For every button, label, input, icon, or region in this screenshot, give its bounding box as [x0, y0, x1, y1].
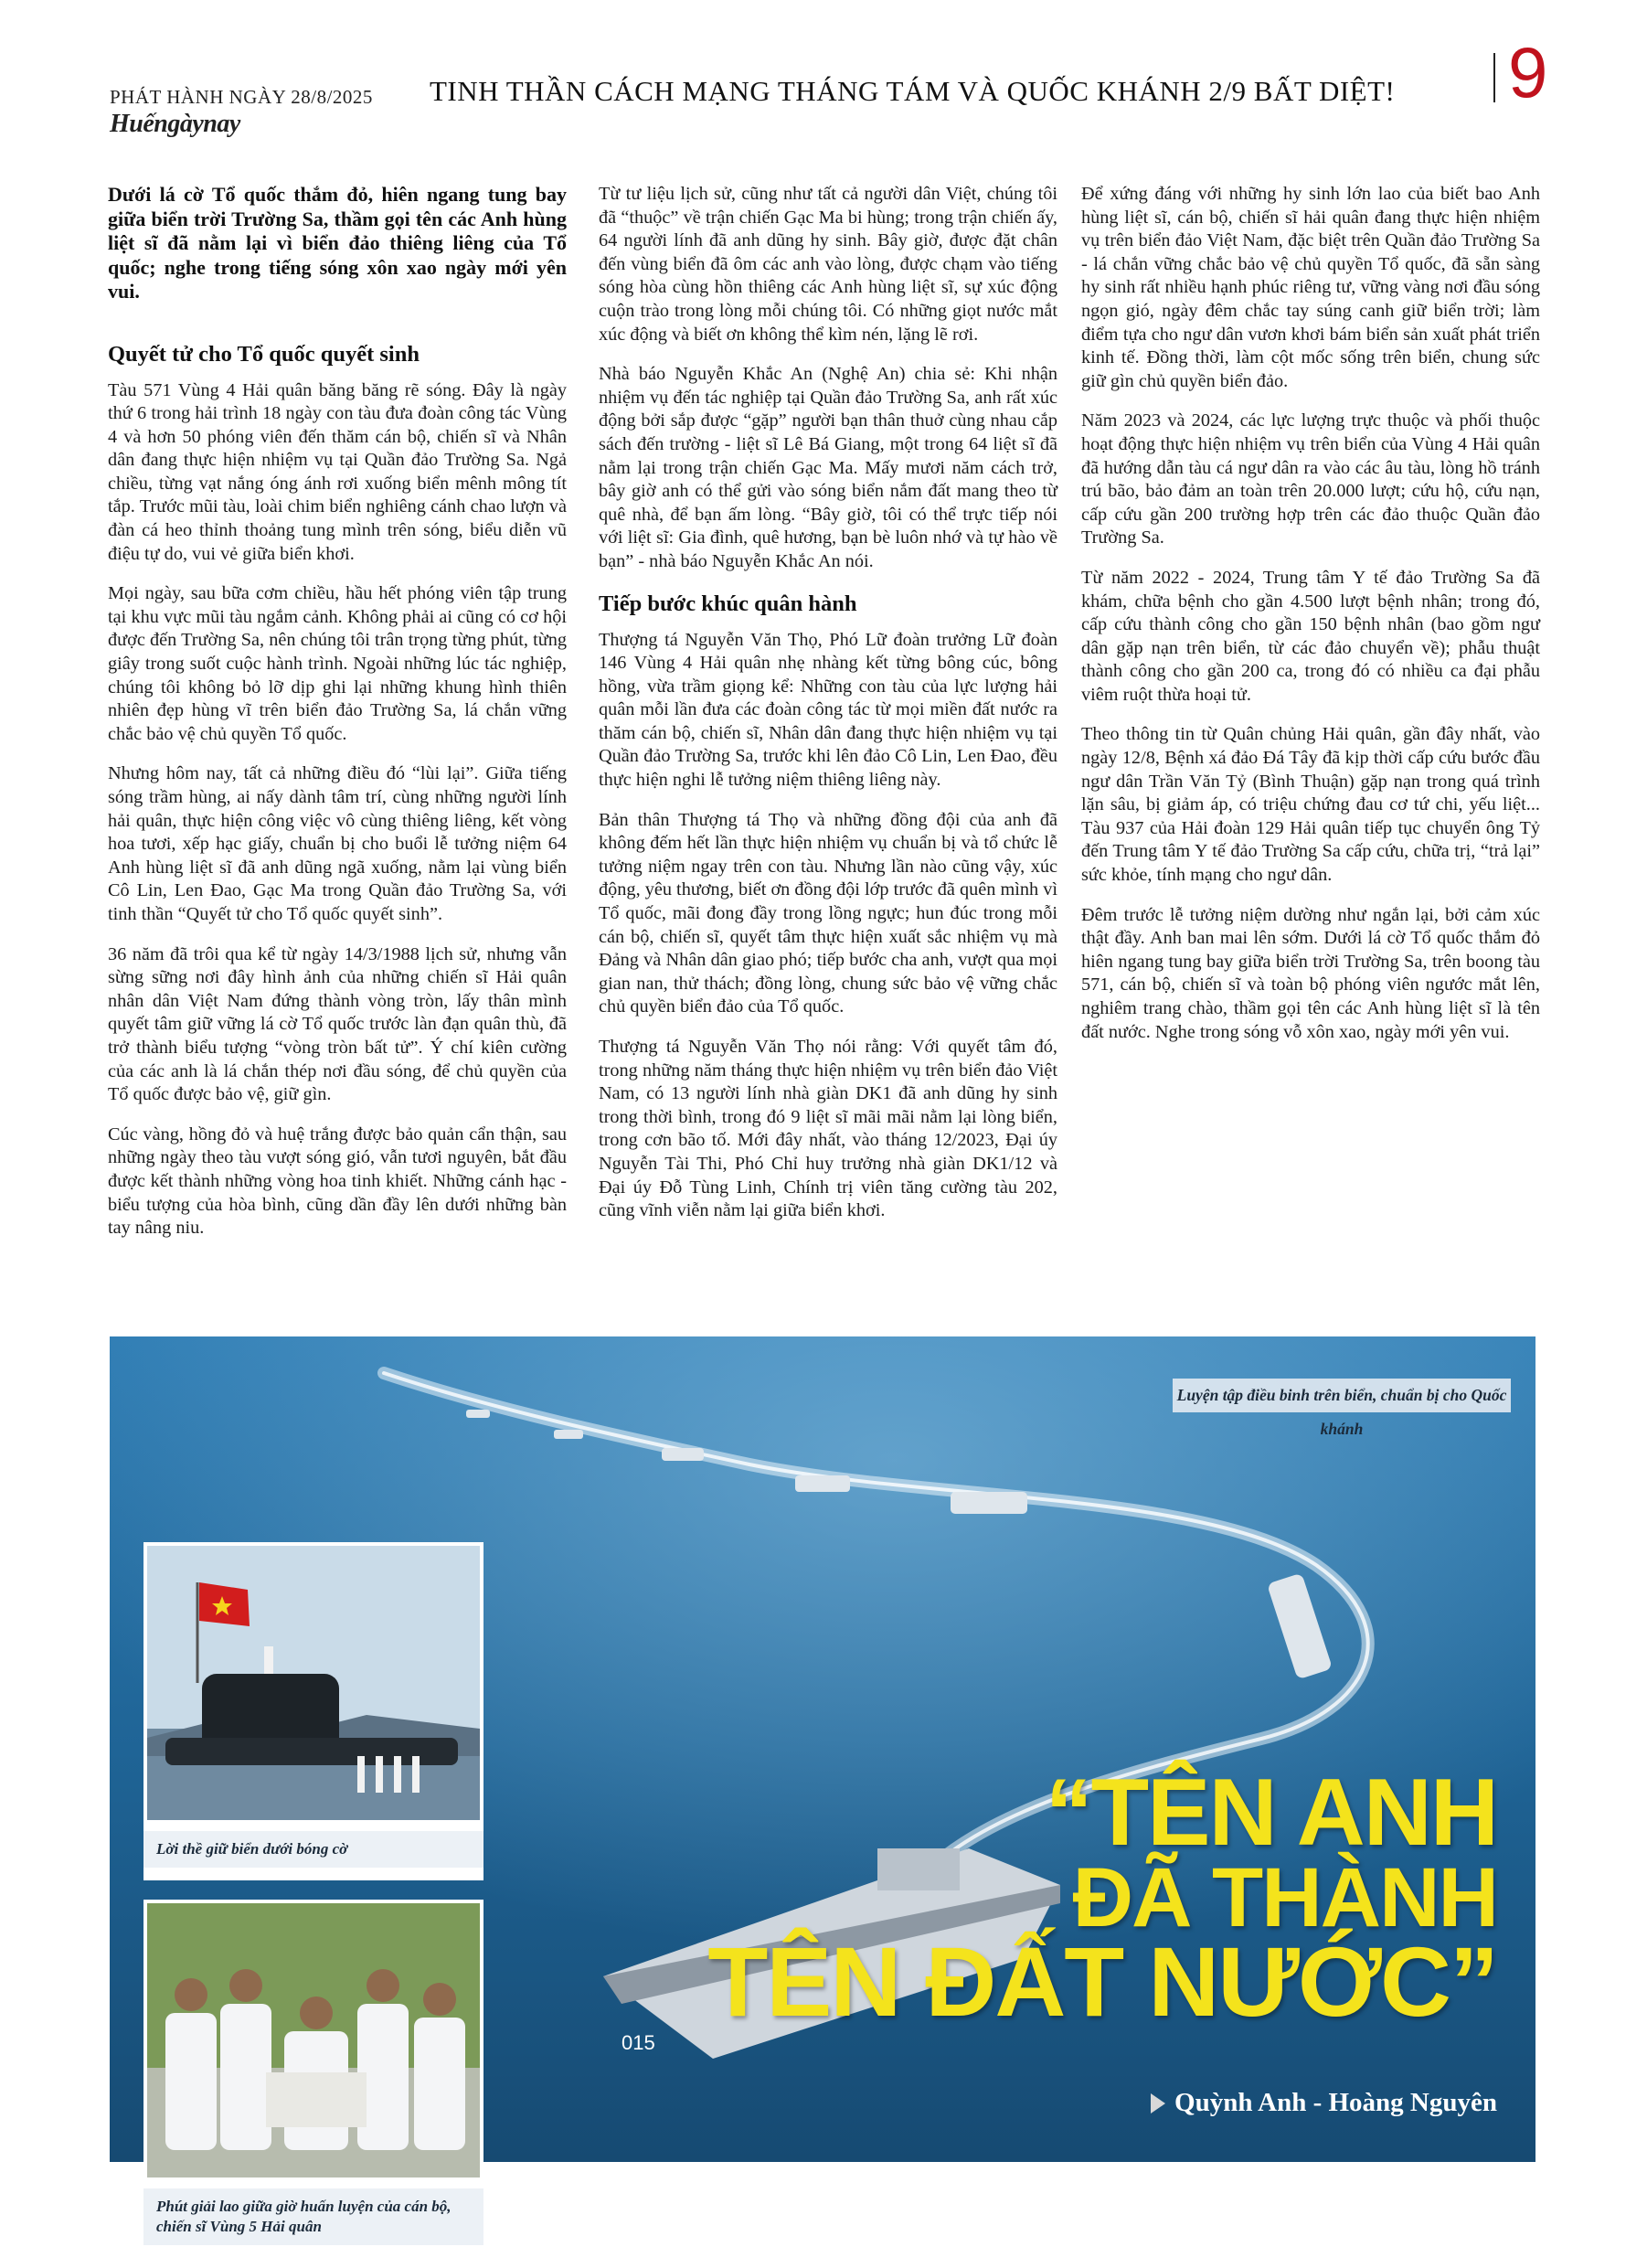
headline-line-1: “TÊN ANH: [1045, 1760, 1497, 1866]
section-title: TINH THẦN CÁCH MẠNG THÁNG TÁM VÀ QUỐC KHÁNH 2/9 BẤT DIỆT!: [430, 75, 1396, 107]
inset-photo-flag: [143, 1542, 483, 1880]
article-lead: Dưới lá cờ Tổ quốc thắm đỏ, hiên ngang tung bay giữa biển trời Trường Sa, thầm gọi tên các Anh hùng liệt sĩ đã nằm lại vì biển đảo thiêng liêng của Tổ quốc; nghe trong tiếng sóng xôn xao ngày mới yên vui.: [108, 183, 567, 303]
paragraph: Theo thông tin từ Quân chủng Hải quân, gần đây nhất, vào ngày 12/8, Bệnh xá đảo Đá Tây đã kịp thời cấp cứu bước đầu ngư dân Trần Văn Tỷ (Bình Thuận) gặp nạn trong quá trình lặn sâu, bị giảm áp, có triệu chứng đau cơ tứ chi, yếu liệt... Tàu 937 của Hải đoàn 129 Hải quân tiếp tục chuyển ông Tỷ đến Trung tâm Y tế đảo Trường Sa cấp cứu, chữa trị, “trả lại” sức khỏe, tính mạng cho ngư dân.: [1081, 724, 1540, 886]
article-column-3: [1081, 183, 1540, 1060]
inset-photo-sailors: [143, 1900, 483, 2241]
sailors-reading-illustration: [147, 1903, 480, 2177]
paragraph: Nhưng hôm nay, tất cả những điều đó “lùi lại”. Giữa tiếng sóng trầm hùng, ai nấy dành tâm trí, cùng những người lính hải quân, thực hiện công việc vô cùng thiêng liêng, kết vòng hoa tươi, xếp hạc giấy, chuẩn bị cho buổi lễ tưởng niệm 64 Anh hùng liệt sĩ đã anh dũng ngã xuống, nằm lại vùng biển Cô Lin, Len Đao, Gạc Ma trong Quần đảo Trường Sa, với tinh thần “Quyết tử cho Tổ quốc quyết sinh”.: [108, 763, 567, 924]
byline-authors: Quỳnh Anh - Hoàng Nguyên: [1174, 2088, 1497, 2117]
photo-caption-main: Luyện tập điều binh trên biển, chuẩn bị cho Quốc khánh: [1173, 1379, 1511, 1412]
publication-logo: Huếngàynay: [110, 110, 240, 138]
page-number: 9: [1508, 32, 1548, 112]
paragraph: Cúc vàng, hồng đỏ và huệ trắng được bảo quản cẩn thận, sau những ngày theo tàu vượt sóng gió, vẫn tươi nguyên, bắt đầu được kết thành những vòng hoa tinh khiết. Những cánh hạc - biểu tượng của hòa bình, cũng dần đầy lên dưới những bàn tay nâng niu.: [108, 1123, 567, 1239]
play-triangle-icon: [1151, 2093, 1165, 2114]
paragraph: Từ năm 2022 - 2024, Trung tâm Y tế đảo Trường Sa đã khám, chữa bệnh cho gần 4.500 lượt bệnh nhân; trong đó, cấp cứu thành công cho gần 150 bệnh nhân (bao gồm ngư dân gặp nạn trên biển, từ các đảo chuyển về); phẫu thuật thành công cho gần 200 ca, trong đó có nhiều ca đại phẫu viêm ruột thừa hoại tử.: [1081, 567, 1540, 705]
paragraph: Để xứng đáng với những hy sinh lớn lao của biết bao Anh hùng liệt sĩ, cán bộ, chiến sĩ hải quân đang thực hiện nhiệm vụ trên biển đảo Việt Nam, đặc biệt trên Quần đảo Trường Sa - lá chắn vững chắc bảo vệ chủ quyền Tổ quốc, đã sẵn sàng hy sinh rất nhiều hạnh phúc riêng tư, vững vàng nơi đầu sóng ngọn gió, ngày đêm chắc tay súng canh giữ biển trời; làm điểm tựa cho ngư dân vươn khơi bám biển sản xuất phát triển kinh tế. Đồng thời, làm cột mốc sống trên biển, chung sức giữ gìn chủ quyền biển đảo.: [1081, 184, 1540, 391]
paragraph: Thượng tá Nguyễn Văn Thọ nói rằng: Với quyết tâm đó, trong những năm tháng thực hiện nhiệm vụ trên biển đảo Việt Nam, có 13 người lính nhà giàn DK1 đã anh dũng hy sinh trong thời bình, trong đó 9 liệt sĩ mãi mãi nằm lại lòng biển, trong cơn bão tố. Mới đây nhất, vào tháng 12/2023, Đại úy Nguyễn Tài Thi, Phó Chỉ huy trưởng nhà giàn DK1/12 và Đại úy Đỗ Tùng Linh, Chính trị viên tăng cường tàu 202, cũng vĩnh viễn nằm lại giữa biển khơi.: [599, 1037, 1057, 1221]
article-column-1: [108, 183, 567, 1257]
article-headline: [707, 1760, 1497, 2038]
paragraph: 36 năm đã trôi qua kể từ ngày 14/3/1988 lịch sử, nhưng vẫn sừng sững nơi đây hình ảnh của những chiến sĩ Hải quân nhân dân Việt Nam đứng thành vòng tròn, lấy thân mình quyết tâm giữ vững lá cờ Tổ quốc trước làn đạn quân thù, đã trở thành biểu tượng “vòng tròn bất tử”. Ý chí kiên cường của các anh là lá chắn thép nơi đầu sóng, để chủ quyền của Tổ quốc được bảo vệ, giữ gìn.: [108, 943, 567, 1105]
paragraph: Đêm trước lễ tưởng niệm dường như ngắn lại, bởi cảm xúc thật đầy. Anh ban mai lên sớm. Dưới lá cờ Tổ quốc thắm đỏ hiên ngang tung bay giữa biển trời Trường Sa, trên boong tàu 571, cán bộ, chiến sĩ và toàn bộ phóng viên ngước mắt lên, nghiêm trang chào, thầm gọi tên các Anh hùng liệt sĩ là tên đất nước. Nghe trong sóng vỗ xôn xao, ngày mới yên vui.: [1081, 904, 1540, 1042]
article-column-2: [599, 183, 1057, 1240]
headline-line-2: ĐÃ THÀNH: [1072, 1850, 1497, 1944]
paragraph: Mọi ngày, sau bữa cơm chiều, hầu hết phóng viên tập trung tại khu vực mũi tàu ngắm cảnh. Không phải ai cũng có cơ hội được đến Trường Sa, nên chúng tôi trân trọng từng phút, từng giây trong suốt cuộc hành trình. Ngoài những lúc tác nghiệp, chúng tôi không bỏ lỡ dịp ghi lại những khung hình thiên nhiên đẹp hùng vĩ trên biển đảo Trường Sa, lá chắn vững chắc bảo vệ chủ quyền Tổ quốc.: [108, 583, 567, 744]
paragraph: Thượng tá Nguyễn Văn Thọ, Phó Lữ đoàn trưởng Lữ đoàn 146 Vùng 4 Hải quân nhẹ nhàng kết từng bông cúc, bông hồng, vừa trầm giọng kể: Những con tàu của lực lượng hải quân mỗi lần đưa các đoàn công tác từ mọi miền đất nước ra thăm cán bộ, chiến sĩ, Nhân dân đang thực hiện nhiệm vụ tại Quần đảo Trường Sa, trước khi lên đảo Cô Lin, Len Đao, đều thực hiện nghi lễ tưởng niệm thiêng liêng này.: [599, 629, 1057, 791]
byline: [1151, 2088, 1497, 2118]
photo-caption-inset-2: Phút giải lao giữa giờ huấn luyện của cán bộ, chiến sĩ Vùng 5 Hải quân: [143, 2188, 483, 2245]
header-divider: [1493, 53, 1495, 102]
submarine-flag-illustration: [147, 1546, 480, 1820]
paragraph: Năm 2023 và 2024, các lực lượng trực thuộc và phối thuộc hoạt động thực hiện nhiệm vụ trên biển của Vùng 4 Hải quân đã hướng dẫn tàu cá ngư dân ra vào các âu tàu, lòng hồ tránh trú bão, bảo đảm an toàn trên 20.000 lượt; cứu hộ, cứu nạn, cấp cứu gần 200 trường hợp trên các đảo thuộc Quần đảo Trường Sa.: [1081, 410, 1540, 548]
main-photo: [110, 1336, 1535, 2235]
issue-date: PHÁT HÀNH NGÀY 28/8/2025: [110, 86, 373, 108]
hull-number: 015: [622, 2031, 655, 2054]
paragraph: Tàu 571 Vùng 4 Hải quân băng băng rẽ sóng. Đây là ngày thứ 6 trong hải trình 18 ngày con tàu đưa đoàn công tác Vùng 4 và hơn 50 phóng viên đến thăm cán bộ, chiến sĩ và Nhân dân đang thực hiện nhiệm vụ tại Quần đảo Trường Sa. Ngả chiều, từng vạt nắng óng ánh rơi xuống biển mênh mông tít tắp. Trước mũi tàu, loài chim biển nghiêng cánh chao lượn và đàn cá heo thỉnh thoảng tung mình trên sóng, biểu diễn vũ điệu tự do, vui vẻ giữa biển khơi.: [108, 379, 567, 564]
headline-line-3: TÊN ĐẤT NƯỚC”: [707, 1926, 1497, 2038]
section-heading-2: Tiếp bước khúc quân hành: [599, 591, 857, 616]
paragraph: Bản thân Thượng tá Thọ và những đồng đội của anh đã không đếm hết lần thực hiện nhiệm vụ chuẩn bị và tổ chức lễ tưởng niệm ngay trên con tàu. Nhưng lần nào cũng vậy, xúc động, yêu thương, biết ơn đồng đội lớp trước đã quên mình vì Tổ quốc, mãi đong đầy trong lồng ngực; hun đúc trong mỗi cán bộ, chiến sĩ, quyết tâm thực hiện xuất sắc nhiệm vụ mà Đảng và Nhân dân giao phó; tiếp bước cha anh, vượt qua mọi gian nan, thử thách; đồng lòng, chung sức bảo vệ vững chắc chủ quyền biển đảo của Tổ quốc.: [599, 809, 1058, 1017]
paragraph: Nhà báo Nguyễn Khắc An (Nghệ An) chia sẻ: Khi nhận nhiệm vụ đến tác nghiệp tại Quần đảo Trường Sa, anh rất xúc động bởi sắp được “gặp” người bạn thân thuở cùng nhau cắp sách đến trường - liệt sĩ Lê Bá Giang, một trong 64 liệt sĩ đã nằm lại trong trận chiến Gạc Ma. Mấy mươi năm cách trở, bây giờ anh có thể gửi vào sóng biển nắm đất mang theo từ quê nhà, để bạn ấm lòng. “Bây giờ, tôi có thể trực tiếp nói với liệt sĩ: Gia đình, quê hương, bạn bè luôn nhớ và tự hào về bạn” - nhà báo Nguyễn Khắc An nói.: [599, 364, 1057, 571]
photo-caption-inset-1: Lời thề giữ biển dưới bóng cờ: [143, 1831, 483, 1868]
section-heading-1: Quyết tử cho Tổ quốc quyết sinh: [108, 341, 420, 367]
paragraph: Từ tư liệu lịch sử, cũng như tất cả người dân Việt, chúng tôi đã “thuộc” về trận chiến Gạc Ma bi hùng; trong trận chiến ấy, 64 người lính đã anh dũng hy sinh. Bây giờ, được đặt chân đến vùng biển đã ôm các anh vào lòng, được chạm vào tiếng sóng hòa cùng hồn thiêng các Anh hùng liệt sĩ, sự xúc động cuộn trào trong lòng mỗi chúng tôi. Có những giọt nước mắt xúc động và biết ơn không thể kìm nén, lặng lẽ rơi.: [599, 184, 1057, 345]
